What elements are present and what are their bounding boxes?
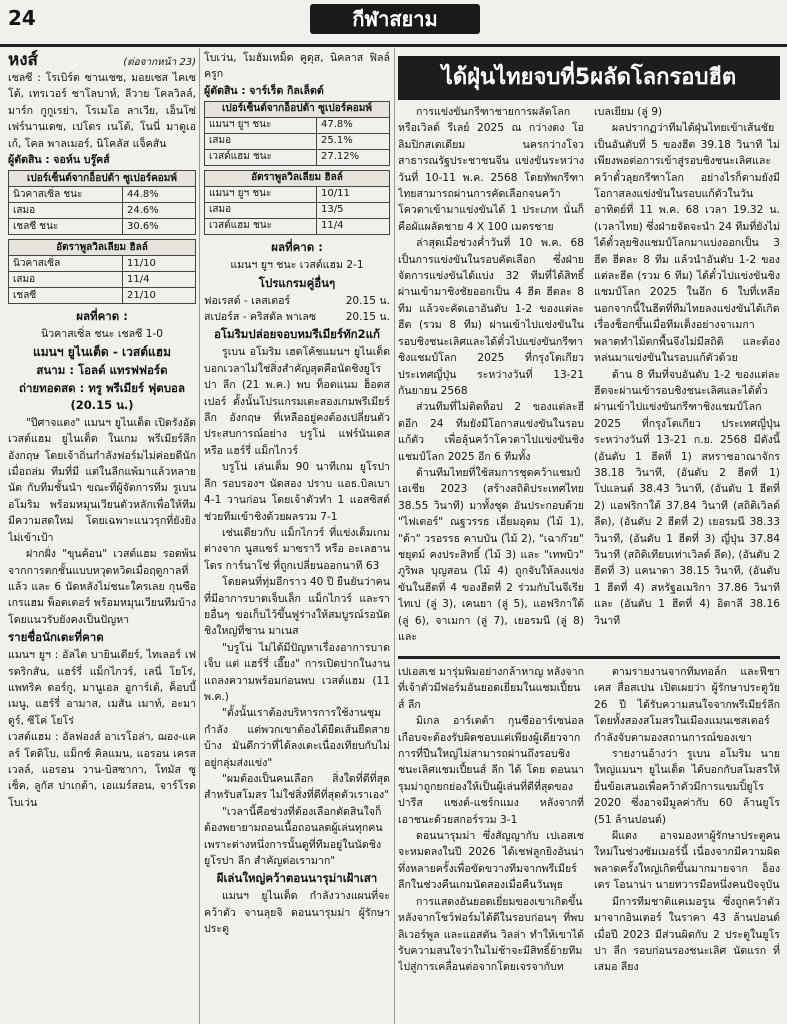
table-title: เปอร์เซ็นต์จากอ็อปต้า ซูเปอร์คอมพ์ (9, 171, 196, 187)
article-paragraph: รายงานอ้างว่า รูเบน อโมริม นายใหญ่แมนฯ ยูไนเต็ด ได้บอกกับสโมสรให้ยื่นข้อเสนอเพื่อคว้าตัวมีการแขมปิ้ยูโร 2020 ซึ่งอาจมีมูลค่ากับ 60 ล้านยูโร (51 ล้านปอนด์) (594, 748, 780, 826)
lineup-paragraph: เชลซี : โรเบิร์ต ซานเชซ, มอยเซส ไคเซโด้, เทรเวอร์ ชาโลบาห์, ลีวาย โคลวิลล์, มาร์ก กูกูเรย่า, โรเมโอ ลาเวีย, เอ็นโซ่ เฟร์นานเดซ, เปโดร เนโต้, โนนี่ มาดูเอเก้, โคล พาลเมอร์, นิโคลัส แจ็คสัน (8, 72, 196, 150)
program-title: โปรแกรมคู่อื่นๆ (258, 275, 336, 290)
column-1 (8, 50, 196, 1020)
table-row: เสมอ 24.6% (9, 203, 196, 219)
lineup-continued: โบเว่น, โมฮัมเหม็ด คูดุส, นิคลาส ฟิลล์ครูก (204, 52, 390, 81)
section-headline: อโมริมปล่อยจอบหมรีเมียร์ทัก2แก้ (213, 327, 381, 342)
article-paragraph: "ปีศาจแดง" แมนฯ ยูไนเต็ด เปิดรังอัด เวสต์แฮม ยูไนเต็ด ในเกม พรีเมียร์ลีก อังกฤษ โดยเจ้าถิ่นกำลังฟอร์มไม่ค่อยดีนัก เมื่อถล่ม ทีมที่มี แต่ในลีกแพ้มาแล้วหลายนัด กับทีมชั้นนำ ขณะที่ผู้จัดการทีม รูเบน อโมริม พร้อมหมุนเวียนตัวหลักเพื่อให้ทีมมีความสดใหม่ โดยเฉพาะแนวรุกที่ยังยิงไม่เข้าเป้า (8, 416, 196, 544)
table-row: นิวคาสเซิ่ล ชนะ 44.8% (9, 187, 196, 203)
article-paragraph: รูเบน อโมริม เฮดโค้ชแมนฯ ยูไนเต็ด บอกเวลาไม่ใช่สิ่งสำคัญสุดคือนัดชิงยูโรปา ลีก (21 พ.ค.) พบ ท็อตแนม ฮ็อตสเปอร์ ตั้งนั้นโปรแกรมเตะสองเกมพรีเมียร์ลีก อังกฤษ ที่เหลืออยู่คงต้องเปลี่ยนตัวประสบการณ์อย่าง บรูโน่ แฟร์นันเดส หรือ แฮร์รี่ แม็กไกวร์ (204, 346, 390, 457)
column-divider (199, 48, 200, 1024)
section-headline: ผีเล่นใหญ่คว้าตอนนารุม่าเฝ้าเสา (216, 871, 378, 886)
column-divider (394, 48, 395, 1024)
article-paragraph: การแสดงอันยอดเยี่ยมของเขาเกิดขึ้นหลังจากโชว์ฟอร์มได้ดีในรอบก่อนๆ ที่พบลิเวอร์พูล และแอสตัน วิลล่า ทำให้เขาได้รับความสนใจว่าในไม่ช้าจะมีสิทธิ์ย้ายทีมไปสู่การเคลื่อนต่อจากโดยเจรจากับท (398, 895, 584, 974)
table-row: นิวคาสเซิ่ล 11/10 (9, 256, 196, 272)
quote-paragraph: "เวลานี้คือช่วงที่ต้องเลือกตัดสินใจก็ต้องพยายามถอนเนื้อถอนลดผู้เล่นทุกคนเพราะต่างหนึ่งการนั้นดูที่ทีมอยู่ในนัดชิงยูโรปา ลีก สำคัญต่อเรามาก" (204, 805, 383, 868)
lineup-home: แมนฯ ยูฯ : อัลไต บายินเดียร์, ไทเลอร์ เฟรดริกสัน, แฮร์รี่ แม็กไกวร์, เลนี่ โยโร่, แพทริค ดอร์กู, มานูเอล อูการ์เต้, ค็อบบี้ เมนู, แฮร์รี่ อามาส, เมสัน เมาท์, อะมาดูร์, ซีโค่ โยโร่ (8, 649, 196, 727)
prediction: นิวคาสเซิ่ล ชนะ เชลซี 1-0 (40, 328, 163, 341)
table-title: อัตราพูลวิลเลียม ฮิลล์ (205, 171, 390, 187)
article-paragraph: มีการทีมชาติแคเมอรูน ซึ่งถูกคว้าตัวมาจากอินเตอร์ ในราคา 43 ล้านปอนด์ เมื่อปี 2023 มีส่วนผิดกับ 2 ประตูในยูโรปา ลีก รอบก่อนรองชนะเลิศ นัดแรก ที่ เสมอ ลียง (594, 895, 780, 974)
article-paragraph: บรูโน่ เล่นเต็ม 90 นาทีเกม ยูโรปา ลีก รอบรองฯ นัดสอง ปราบ แอธ.บิลเบา 4-1 วานก่อน โดยเจ้าตัวทำ 1 แอสซิสต์ ช่วยทีมเข้าชิงด้วยผลรวม 7-1 (204, 461, 390, 523)
article-column (398, 664, 584, 1024)
odds-table (204, 170, 390, 235)
masthead-logo: กีฬาสยาม (310, 4, 480, 34)
athletics-article (398, 104, 780, 648)
program-row: ฟอเรสต์ - เลสเตอร์ 20.15 น. (204, 294, 390, 307)
table-title: เปอร์เซ็นต์จากอ็อปต้า ซูเปอร์คอมพ์ (205, 102, 390, 118)
tv-broadcast: ถ่ายทอดสด : ทรู พรีเมียร์ ฟุตบอล (20.15 น.) (18, 380, 186, 412)
table-row: เชลซี ชนะ 30.6% (9, 219, 196, 235)
prediction: แมนฯ ยูฯ ชนะ เวสต์แฮม 2-1 (230, 259, 364, 272)
quote-paragraph: "ตั้งนั้นเราต้องบริหารการใช้งานชุมกำลัง แต่พวกเขาต้องได้ยืดเส้นยืดสายบ้าง มันดีกว่าที่ได้ลงเตะเนื่องเทียบกับไม่อยู่กลุ่มส่งแข่ง" (204, 707, 390, 769)
page-number: 24 (8, 6, 36, 30)
table-row: แมนฯ ยูฯ ชนะ 10/11 (205, 187, 390, 203)
article-paragraph: ด้าน 8 ทีมที่จบอันดับ 1-2 ของแต่ละฮีตจะผ่านเข้ารอบชิงชนะเลิศและได้ตั๋วผ่านเข้าไปแข่งขันกรีฑาชิงแชมป์โลก 2025 ที่กรุงโตเกียว ประเทศญี่ปุ่น ระหว่างวันที่ 13-21 ก.ย. 2568 มีดังนี้ (อันดับ 1 ฮีตที่ 1) สหราชอาณาจักร 38.18 วินาที, (อันดับ 2 ฮีตที่ 1) โปแลนด์ 38.43 วินาที, (อันดับ 1 ฮีตที่ 2) แอฟริกาใต้ 37.84 วินาที (สถิติเวิลด์ ลีด), (อันดับ 2 ฮีตที่ 2) เยอรมนี 38.33 วินาที, (อันดับ 1 ฮีตที่ 3) ญี่ปุ่น 37.84 วินาที (สถิติเทียบเท่าเวิลด์ ลีด), (อันดับ 2 ฮีตที่ 3) แคนาดา 38.15 วินาที, (อันดับ 1 ฮีตที่ 4) สหรัฐอเมริกา 37.86 วินาที และ (อันดับ 1 ฮีตที่ 4) อิตาลี 38.16 วินาที (594, 368, 780, 627)
main-headline: ได้ฝุ่นไทยจบที่5ผลัดโลกรอบฮีต (398, 56, 780, 100)
prediction-title: ผลที่คาด : (76, 309, 128, 324)
opta-table (204, 101, 390, 166)
table-row: เสมอ 25.1% (205, 134, 390, 150)
team-title: หงส์ (8, 50, 38, 70)
article-paragraph: ดอนนารุมม่า ซึ่งสัญญากับ เปเอสเช จะหมดลงในปี 2026 ได้เชฟลูกยิงอันน่าทึ่งหลายครั้งเพื่อขัดขวางทีมจากพรีเมียร์ลีกในช่วงคืนเกมนัดสองเมื่อคืนวันพุธ (398, 830, 584, 892)
article-paragraph: ผีแดง อาจมองหาผู้รักษาประตูคนใหม่ในช่วงซัมเมอร์นี้ เนื่องจากมีความผิดพลาดครั้งใหญ่เกิดขึ้นมากมายจาก อ็องเดร โอนาน่า นายทวารมือหนึ่งคนปัจจุบัน (594, 830, 780, 892)
odds-table (8, 239, 196, 304)
opta-table (8, 170, 196, 235)
table-row: เสมอ 13/5 (205, 203, 390, 219)
article-column (594, 104, 780, 648)
table-row: เชลซี 21/10 (9, 288, 196, 304)
article-paragraph: มิเกล อาร์เตต้า กุนซืออาร์เซน่อลเกือบจะต้องรับผิดชอบแต่เพียงผู้เดียวจากการที่ปืนใหญ่ไม่สามารถผ่านถึงรอบชิงชนะเลิศแชมเปี้ยนส์ ลีก ได้ โดย ดอนนารุมม่าถูกยกย่องให้เป็นผู้เล่นที่ดีที่สุดของปารีส แซงต์-แชร์กแมง หลังจากที่เอาชนะด้วยสกอร์รวม 3-1 (398, 715, 584, 826)
article-column (398, 104, 584, 648)
column-2 (204, 50, 390, 1020)
article-paragraph: เปเอสเช มารุ่มพิมอย่างกล้าหาญ หลังจากที่เจ้าตัวมีฟอร์มอันยอดเยี่ยมในแชมเปี้ยนส์ ลีก (398, 666, 584, 711)
article-paragraph: แมนฯ ยูไนเต็ด กำลังวางแผนที่จะคว้าตัว จานลุยจิ ดอนนารุมม่า ผู้รักษาประตู (204, 890, 390, 936)
referee-line: ผู้ตัดสิน : จอห์น บรู๊คส์ (8, 154, 110, 167)
continued-note: (ต่อจากหน้า 23) (123, 57, 196, 68)
article-paragraph: เบลเยียม (ลู่ 9) (594, 106, 663, 118)
page-header (0, 0, 787, 47)
program-row: สเปอร์ส - คริสตัล พาเลซ 20.15 น. (204, 311, 390, 324)
lineup-away: เวสต์แฮม : อัลฟองส์ อาเรโอล่า, ฌอง-แคลร์ โตดิโบ, แม็กซ์ คิลแมน, แอรอน เครสเวลล์, แอรอน วาน-บิสซากา, โทมัส ซูเช็ค, ลูกัส ปาเกต้า, เอแมร์สอน, จาร์โรด โบเว่น (8, 731, 196, 809)
section-rule (398, 656, 780, 659)
article-paragraph: โดยคนที่ทุ่มอีกราว 40 ปี ยืนยันว่าคนที่มีอาการบาดเจ็บเล็ก แม็กไกวร์ และรายอื่นๆ ขอเก็บไว้ขึ้นฟูร่างให้สมบูรณ์รอนัดชิงใหญ่ที่ชาน มาเนส (204, 576, 390, 638)
article-paragraph: ส่วนทีมที่ไม่ติดท็อป 2 ของแต่ละฮีตอีก 24 ทีมยังมีโอกาสแข่งขันในรอบแก้ตัว เพื่อลุ้นคว้าโควตาไปแข่งขันชิงแชมป์โลก 2025 อีก 6 ทีมทั้ง (398, 401, 584, 463)
article-paragraph: การแข่งขันกรีฑาชายการผลัดโลกหรือเวิลด์ รีเลย์ 2025 ณ กว่างดง โอลิมปิกสเตเดียม นครกว่างโจว สาธารณรัฐประชาชนจีน แข่งขันระหว่างวันที่ 10-11 พ.ค. 2568 โดยทัพกรีฑาไทยสามารถผ่านการคัดเลือกจนคว้าโควตาเข้ามาแข่งขันได้ 1 ประเภท นั่นก็คือผัแผลัดชาย 4 X 100 เมตรชาย (398, 106, 584, 233)
article-column (594, 664, 780, 1024)
table-title: อัตราพูลวิลเลียม ฮิลล์ (9, 240, 196, 256)
article-paragraph: ผลปรากฏว่าทีมได้ฝุ่นไทยเข้าเส้นชัยเป็นอันดับที่ 5 ของฮีต 39.18 วินาที ไม่เพียงพอต่อการเข้าสู่รอบชิงชนะเลิศและคว้าตั๋วลุยกรีฑาโลก อย่างไรก็ตามยังมีโอกาสลงแข่งขันในรอบแก้ตัวในวันอาทิตย์ที่ 11 พ.ค. 68 เวลา 19.32 น. (เวลาไทย) ซึ่งฝ่ายจัดจะนำ 24 ทีมที่ยังไม่ได้ตั๋วลุยชิงแชมป์โลกมาแบ่งออกเป็น 3 ฮีต ฮีตละ 8 ทีม แล้วนำอันดับ 1-2 ของแต่ละฮีต (รวม 6 ทีม) ได้ตั๋วไปแข่งขันชิงแชมป์โลก 2025 ในอีก 6 ใบที่เหลือ นอกจากนี้ในฮีตที่ทีมไทยลงแข่งขันได้เกิดเรื่องช็อกขึ้นเมื่อทีมเต็งอย่างจาเมกาพลาดทำไม้ตกพื้นจึงไม่มีสถิติ และต้องหล่นมาแข่งขันในรอบแก้ตัวด้วย (594, 122, 780, 365)
article-paragraph: เช่นเดียวกับ แม็กไกวร์ ที่แข่งเต็มเกม ต่างจาก นูสแซร์ มาซราวี หรือ อะเลฮานโดร การ์นาโช่ ที่ถูกเปลี่ยนออกนาที 63 (204, 526, 390, 572)
table-row: เสมอ 11/4 (9, 272, 196, 288)
prediction-title: ผลที่คาด : (271, 240, 323, 255)
referee-line: ผู้ตัดสิน : จาร์เร็ด กิลเล็ตต์ (204, 84, 324, 97)
article-paragraph: ตามรายงานจากทีมทอล์ก และฟีชาเคส สื่อสเปน เปิดเผยว่า ผู้รักษาประตูวัย 26 ปี ได้รับความสนใจจากพรีเมียร์ลีก โดยทั้งสองสโมสรในเมืองแมนเชสเตอร์กำลังจับตามองสถานการณ์ของเขา (594, 666, 780, 744)
table-row: เวสต์แฮม ชนะ 11/4 (205, 219, 390, 235)
table-row: แมนฯ ยูฯ ชนะ 47.8% (205, 118, 390, 134)
table-row: เวสต์แฮม ชนะ 27.12% (205, 150, 390, 166)
article-paragraph: ล่าสุดเมื่อช่วงค่ำวันที่ 10 พ.ค. 68 เป็นการแข่งขันในรอบคัดเลือก ซึ่งฝ่ายจัดการแข่งขันได้แบ่ง 32 ทีมที่ได้สิทธิ์ผ่านเข้ามาชิงชัยออกเป็น 4 ฮีต ฮีตละ 8 ทีม แล้วจะคัดเอาอันดับ 1-2 ของแต่ละฮีต (รวม 8 ทีม) ผ่านเข้าไปแข่งขันในรอบชิงชนะเลิศและได้ตั๋วไปแข่งขันกรีฑาชิงแชมป์โลก 2025 ที่กรุงโตเกียว ประเทศญี่ปุ่น ระหว่างวันที่ 13-21 กันยายน 2568 (398, 237, 584, 397)
stadium: สนาม : โอลด์ แทรฟฟอร์ด (36, 362, 168, 377)
quote-paragraph: "ผมต้องเป็นคนเลือก สิ่งใดที่ดีที่สุดสำหรับสโมสร ไม่ใช่สิ่งที่ดีที่สุดตัวเราเอง" (204, 773, 390, 802)
donnarumma-article (398, 664, 780, 1024)
article-paragraph: ด้านทีมไทยที่ใช้สมการชุดคว้าแชมป์เอเชีย 2023 (สร้างสถิติประเทศไทย 38.55 วินาที) มาทั้งชุด อันประกอบด้วย "ไฟเตอร์" ณฐวรรธ เอี่ยมอุดม (ไม้ 1), "ต้า" วรอรรธ คาบบัน (ไม้ 2), "เฉาก๊วย" ชยุตม์ คงประสิทธิ์ (ไม้ 3) และ "เทพบิว" ภูริพล บุญสอน (ไม้ 4) ถูกจับให้ลงแข่งขันในฮีตที่ 4 ของฮีตที่ 2 ร่วมกับไนจีเรีย ไทเป (ลู่ 3), เคนยา (ลู่ 5), แอฟริกาใต้ (ลู่ 6), จาเมกา (ลู่ 7), เยอรมนี (ลู่ 8) และ (398, 466, 584, 643)
lineup-title: รายชื่อนักเตะที่คาด (8, 630, 104, 645)
article-paragraph: ฝากฝั่ง "ขุนค้อน" เวสต์แฮม รอดพ้นจากการตกชั้นแบบหวุดหวิดเมื่อฤดูกาลที่แล้ว และ 6 นัดหลังไม่ชนะใครเลย กุนซือ เกรแฮม พ็อตเตอร์ พร้อมหมุนเวียนทีมบ้าง โดยแนวรับยังคงเป็นปัญหา (8, 548, 196, 626)
quote-paragraph: "บรูโน่ ไม่ได้มีปัญหาเรื่องอาการบาดเจ็บ แต่ แฮร์รี่ เอี๊ยง" การเปิดปากในงานแถลงความพร้อมก่อนพบ เวสต์แฮม (11 พ.ค.) (204, 641, 390, 703)
match-title: แมนฯ ยูไนเต็ด - เวสต์แฮม (33, 344, 171, 359)
